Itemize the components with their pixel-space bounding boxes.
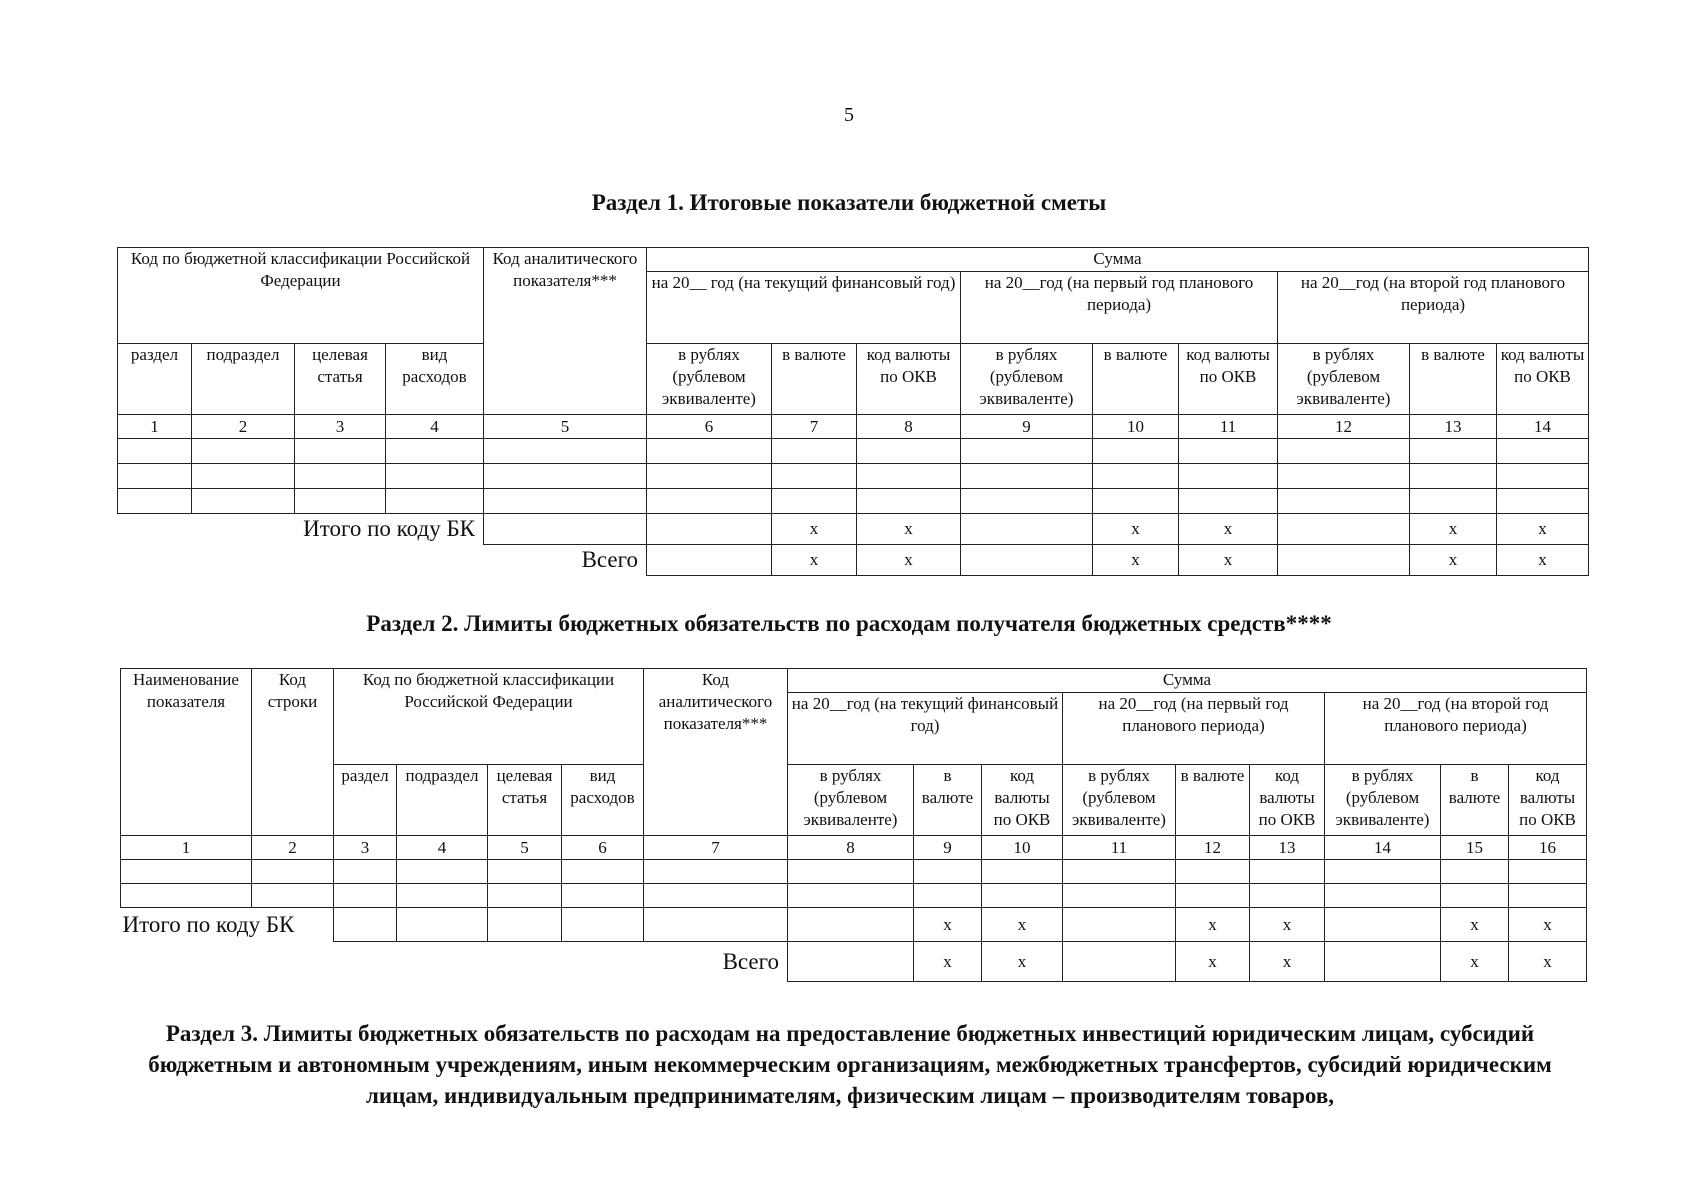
year-current-header: на 20__ год (на текущий финансовый год)	[647, 272, 961, 344]
razdel-header: раздел	[334, 765, 397, 836]
col-number: 4	[386, 415, 484, 439]
kbk-header: Код по бюджетной классификации Российской Федерации	[118, 248, 484, 344]
table-row	[121, 860, 1587, 884]
x-mark: x	[914, 908, 982, 942]
x-mark: x	[982, 908, 1063, 942]
col-number: 8	[788, 836, 914, 860]
table-row	[118, 464, 1589, 489]
okv-header: код валюты по ОКВ	[982, 765, 1063, 836]
vsego-label: Всего	[722, 948, 779, 974]
val-header: в валюте	[772, 344, 857, 415]
x-mark: x	[857, 514, 961, 545]
sum-header: Сумма	[647, 248, 1589, 272]
year-second-plan-header: на 20__год (на второй год планового периода)	[1325, 693, 1587, 765]
val-header: в валюте	[1441, 765, 1509, 836]
code-line-header: Код строки	[252, 669, 334, 836]
val-header: в валюте	[914, 765, 982, 836]
x-mark: x	[982, 942, 1063, 982]
okv-header: код валюты по ОКВ	[1497, 344, 1589, 415]
analytic-code-header: Код аналитического показателя***	[644, 669, 788, 836]
year-second-plan-header: на 20__год (на второй год планового периода)	[1278, 272, 1589, 344]
col-number: 8	[857, 415, 961, 439]
col-number: 10	[982, 836, 1063, 860]
x-mark: x	[1176, 908, 1250, 942]
okv-header: код валюты по ОКВ	[1250, 765, 1325, 836]
col-number: 11	[1179, 415, 1278, 439]
x-mark: x	[857, 545, 961, 576]
itogo-row	[118, 514, 1589, 545]
col-number: 7	[772, 415, 857, 439]
col-number: 12	[1176, 836, 1250, 860]
section2-title: Раздел 2. Лимиты бюджетных обязательств по расходам получателя бюджетных средств****	[366, 611, 1332, 636]
name-header: Наименование показателя	[121, 669, 252, 836]
x-mark: x	[1497, 514, 1589, 545]
x-mark: x	[1410, 545, 1497, 576]
rub-header: в рублях (рублевом эквиваленте)	[788, 765, 914, 836]
page-number: 5	[844, 104, 854, 126]
section3-title: Раздел 3. Лимиты бюджетных обязательств по расходам на предоставление бюджетных инвестиций юридическим лицам, субсидий бюджетным и автономным учреждениям, иным некоммерческим организациям, межбюджетных трансфертов, субсидий юридическим лицам, индивидуальным предпринимателям, физическим лицам – производителям товаров,	[148, 1021, 1552, 1108]
section1-title: Раздел 1. Итоговые показатели бюджетной сметы	[591, 190, 1107, 215]
vid-header: вид расходов	[562, 765, 644, 836]
x-mark: x	[772, 514, 857, 545]
x-mark: x	[1410, 514, 1497, 545]
vsego-row	[118, 545, 1589, 576]
x-mark: x	[1093, 514, 1179, 545]
col-number: 6	[562, 836, 644, 860]
podrazdel-header: подраздел	[192, 344, 295, 415]
col-number: 15	[1441, 836, 1509, 860]
col-number: 14	[1325, 836, 1441, 860]
x-mark: x	[772, 545, 857, 576]
col-number: 11	[1063, 836, 1176, 860]
section1-table	[117, 247, 1589, 576]
section2-table	[120, 668, 1587, 982]
val-header: в валюте	[1093, 344, 1179, 415]
col-number: 5	[484, 415, 647, 439]
rub-header: в рублях (рублевом эквиваленте)	[1063, 765, 1176, 836]
vid-header: вид расходов	[386, 344, 484, 415]
okv-header: код валюты по ОКВ	[1179, 344, 1278, 415]
podrazdel-header: подраздел	[397, 765, 488, 836]
x-mark: x	[1509, 908, 1587, 942]
year-current-header: на 20__год (на текущий финансовый год)	[788, 693, 1063, 765]
vsego-row	[121, 942, 1587, 982]
rub-header: в рублях (рублевом эквиваленте)	[961, 344, 1093, 415]
x-mark: x	[914, 942, 982, 982]
table-row	[121, 884, 1587, 908]
col-number: 3	[334, 836, 397, 860]
col-number: 4	[397, 836, 488, 860]
col-number: 3	[295, 415, 386, 439]
table-row	[118, 439, 1589, 464]
itogo-label: Итого по коду БК	[122, 911, 295, 937]
col-number: 1	[121, 836, 252, 860]
rub-header: в рублях (рублевом эквиваленте)	[1278, 344, 1410, 415]
col-number: 13	[1250, 836, 1325, 860]
col-number: 10	[1093, 415, 1179, 439]
okv-header: код валюты по ОКВ	[1509, 765, 1587, 836]
col-number: 12	[1278, 415, 1410, 439]
rub-header: в рублях (рублевом эквиваленте)	[1325, 765, 1441, 836]
x-mark: x	[1250, 908, 1325, 942]
year-first-plan-header: на 20__год (на первый год планового периода)	[1063, 693, 1325, 765]
celevaya-header: целевая статья	[295, 344, 386, 415]
val-header: в валюте	[1176, 765, 1250, 836]
column-numbers-row	[121, 836, 1587, 860]
column-numbers-row	[118, 415, 1589, 439]
x-mark: x	[1250, 942, 1325, 982]
col-number: 7	[644, 836, 788, 860]
col-number: 2	[252, 836, 334, 860]
x-mark: x	[1497, 545, 1589, 576]
okv-header: код валюты по ОКВ	[857, 344, 961, 415]
col-number: 2	[192, 415, 295, 439]
rub-header: в рублях (рублевом эквиваленте)	[647, 344, 772, 415]
vsego-label: Всего	[581, 547, 638, 573]
analytic-code-header: Код аналитического показателя***	[484, 248, 647, 415]
celevaya-header: целевая статья	[488, 765, 562, 836]
col-number: 5	[488, 836, 562, 860]
x-mark: x	[1093, 545, 1179, 576]
year-first-plan-header: на 20__год (на первый год планового периода)	[961, 272, 1278, 344]
itogo-label: Итого по коду БК	[303, 516, 475, 542]
kbk-header: Код по бюджетной классификации Российской Федерации	[334, 669, 644, 765]
col-number: 6	[647, 415, 772, 439]
table-row	[118, 489, 1589, 514]
col-number: 9	[914, 836, 982, 860]
x-mark: x	[1441, 908, 1509, 942]
val-header: в валюте	[1410, 344, 1497, 415]
col-number: 14	[1497, 415, 1589, 439]
sum-header: Сумма	[788, 669, 1587, 693]
x-mark: x	[1441, 942, 1509, 982]
col-number: 9	[961, 415, 1093, 439]
x-mark: x	[1509, 942, 1587, 982]
x-mark: x	[1179, 545, 1278, 576]
x-mark: x	[1176, 942, 1250, 982]
col-number: 13	[1410, 415, 1497, 439]
col-number: 1	[118, 415, 192, 439]
itogo-row	[121, 908, 1587, 942]
razdel-header: раздел	[118, 344, 192, 415]
x-mark: x	[1179, 514, 1278, 545]
col-number: 16	[1509, 836, 1587, 860]
